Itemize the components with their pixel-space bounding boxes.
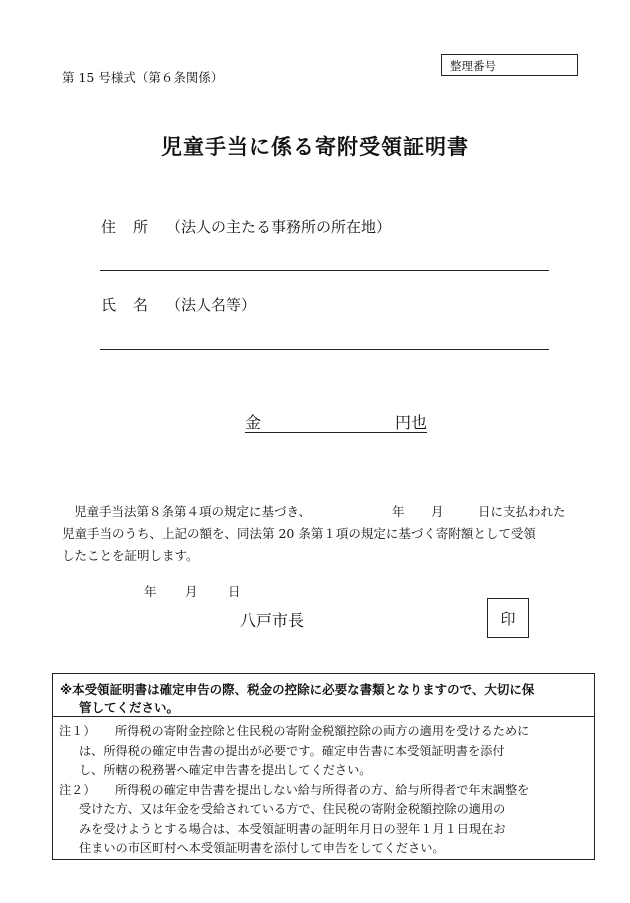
issue-year-label: 年: [144, 584, 157, 599]
seal-box: [487, 598, 529, 638]
note-1-row-1: [53, 722, 594, 742]
notice-header: [53, 674, 594, 717]
notice-box: [52, 673, 595, 860]
cert-month: 月: [431, 504, 444, 519]
note-1-mark: 注１）: [59, 724, 96, 738]
document-title: 児童手当に係る寄附受領証明書: [161, 134, 469, 159]
notes-list: [53, 722, 594, 859]
note-2-line-4: 住まいの市区町村へ本受領証明書を添付して申告をしてください。: [79, 841, 445, 855]
cert-year: 年: [392, 504, 405, 519]
issue-month-label: 月: [185, 584, 198, 599]
note-1-line-2: は、所得税の確定申告書の提出が必要です。確定申告書に本受領証明書を添付: [79, 743, 505, 758]
cert-line1-start: 児童手当法第８条第４項の規定に基づき、: [74, 504, 312, 519]
name-label-a: 氏: [101, 296, 117, 314]
amount-prefix: 金: [245, 413, 262, 432]
address-note: （法人の主たる事務所の所在地）: [166, 218, 392, 236]
note-1-line-3: し、所轄の税務署へ確定申告書を提出してください。: [79, 763, 372, 777]
cert-line3: したことを証明します。: [62, 548, 199, 563]
notice-header-line1: ※本受領証明書は確定申告の際、税金の控除に必要な書類となりますので、大切に保: [60, 682, 535, 697]
note-2-line-1: 所得税の確定申告書を提出しない給与所得者の方、給与所得者で年末調整を: [115, 782, 530, 797]
note-2-line-2: 受けた方、又は年金を受給されている方で、住民税の寄附金税額控除の適用の: [79, 802, 506, 816]
seal-label: 印: [500, 610, 516, 628]
note-1-line-1: 所得税の寄附金控除と住民税の寄附金税額控除の両方の適用を受けるために: [115, 724, 530, 738]
name-note: （法人名等）: [166, 296, 257, 314]
address-label-b: 所: [133, 218, 149, 236]
note-2-line-3: みを受けようとする場合は、本受領証明書の証明年月日の翌年１月１日現在お: [79, 821, 506, 836]
note-2-mark: 注２）: [59, 782, 96, 797]
cert-line2: 児童手当のうち、上記の額を、同法第 20 条第１項の規定に基づく寄附額として受領: [62, 526, 536, 541]
amount-field[interactable]: [245, 410, 427, 433]
address-label-a: 住: [101, 218, 117, 236]
name-label-b: 名: [133, 296, 149, 314]
name-line[interactable]: [100, 349, 549, 350]
form-number: 第 15 号様式（第６条関係）: [62, 70, 224, 85]
note-2-row-1: [53, 781, 594, 801]
reference-number-box[interactable]: [441, 54, 578, 76]
cert-line1-end: 日に支払われた: [478, 504, 566, 519]
issuer-name: 八戸市長: [240, 611, 305, 630]
notice-header-line2: 管してください。: [79, 700, 180, 715]
reference-number-label: 整理番号: [450, 59, 496, 73]
address-line[interactable]: [100, 270, 549, 271]
issue-day-label: 日: [228, 584, 241, 599]
certification-text: [62, 501, 582, 567]
amount-suffix: 円也: [394, 413, 427, 432]
